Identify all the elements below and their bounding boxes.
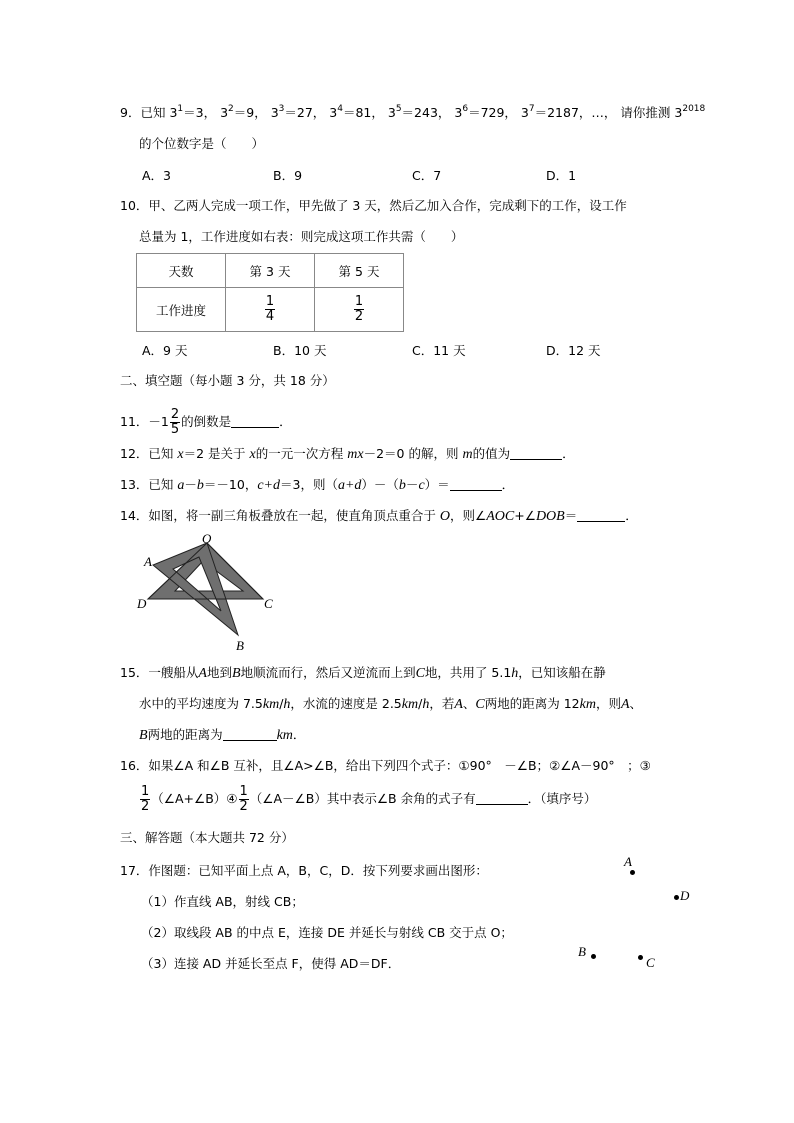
q10-option-c: C．11 天: [412, 343, 466, 358]
unit-km: km: [276, 728, 293, 743]
q15-line3: [139, 726, 305, 745]
q9-ask-exp: 2018: [682, 104, 706, 114]
q10-option-a: A．9 天: [142, 343, 188, 358]
fraction: $\frac{1}{2}$: [239, 784, 248, 814]
q9-option-b: B．9: [273, 168, 303, 183]
q9-option-d: D．1: [546, 168, 577, 183]
text: 如图，将一副三角板叠放在一起，使直角顶点重合于: [148, 508, 436, 523]
text: 已知: [148, 477, 174, 492]
question-number: 16．: [120, 758, 149, 773]
text: 已知: [148, 446, 174, 461]
text: （∠A－∠B）其中表示∠B 余角的式子有: [249, 791, 476, 806]
q17-line1: [120, 862, 488, 880]
text: 两地的距离为: [147, 727, 223, 742]
q10-line1: [120, 197, 627, 215]
table-header-day3: 第 3 天: [226, 254, 315, 288]
var-o: O: [439, 509, 451, 524]
q15-line2: [139, 695, 642, 714]
q10-option-b: B．10 天: [273, 343, 327, 358]
section-heading-fill-in: 二、填空题（每小题 3 分，共 18 分）: [120, 373, 335, 388]
text: （∠A+∠B）④: [151, 791, 238, 806]
q9-power-7: $3^7=2187$，…，: [520, 104, 617, 120]
table-row-label: 工作进度: [137, 288, 226, 332]
figure-label-o: O: [202, 531, 212, 546]
text: ，若: [429, 696, 455, 711]
answer-blank[interactable]: [577, 509, 625, 522]
text: ．（填序号）: [527, 791, 597, 806]
q17-step-3: （3）连接 AD 并延长至点 F，使得 AD＝DF．: [141, 956, 401, 971]
angle-dob: DOB: [535, 509, 565, 524]
answer-blank[interactable]: [450, 478, 502, 491]
var-b: B: [139, 728, 148, 743]
q10-line2: 总量为 1，工作进度如右表：则完成这项工作共需（ ）: [139, 229, 464, 244]
text: /: [418, 696, 423, 711]
point-label-c: C: [646, 955, 655, 970]
answer-blank[interactable]: [510, 447, 562, 460]
q16-text: 如果∠A 和∠B 互补，且∠A>∠B，给出下列四个式子：①90° －∠B；②∠A－90° ；③: [148, 758, 651, 773]
q12-line: [120, 445, 575, 464]
table-cell-day5: [315, 288, 404, 332]
q9-option-c: C．7: [412, 168, 442, 183]
text: 两地的距离为 12: [484, 696, 580, 711]
q15-end: ．: [292, 727, 306, 742]
q9-line1: [120, 104, 705, 122]
var-a: A: [454, 697, 463, 712]
q17-intro: 作图题：已知平面上点 A，B，C，D．按下列要求画出图形：: [148, 863, 488, 878]
angle-aoc: AOC: [486, 509, 515, 524]
question-number: 9．: [120, 105, 141, 120]
text: －2＝0 的解，则: [363, 446, 459, 461]
q9-line2: 的个位数字是（ ）: [139, 136, 265, 151]
q12-end: ．: [562, 446, 575, 461]
text: ，则∠: [450, 508, 487, 523]
text: 水中的平均速度为 7.5: [139, 696, 263, 711]
text: －: [405, 477, 419, 492]
q9-option-a: A．3: [142, 168, 172, 183]
text: ＝2 是关于: [183, 446, 246, 461]
fraction: $\frac{1}{4}$: [265, 294, 275, 324]
var-x: x: [177, 447, 184, 462]
unit-h: h: [283, 697, 291, 712]
text: －: [184, 477, 197, 492]
var-mx: mx: [347, 447, 364, 462]
q9-power-5: $3^5=243$，: [387, 104, 451, 120]
q11-suffix: 的倒数是: [181, 414, 232, 429]
section-heading-solve: 三、解答题（本大题共 72 分）: [120, 830, 294, 845]
q11-line: [120, 407, 292, 437]
point-label-b: B: [578, 944, 586, 959]
q17-step-2: （2）取线段 AB 的中点 E，连接 DE 并延长与射线 CB 交于点 O；: [141, 925, 513, 940]
question-number: 11．: [120, 414, 149, 429]
unit-km: km: [579, 697, 596, 712]
point-a: [630, 870, 635, 875]
var-c: C: [415, 666, 425, 681]
var-c: c: [418, 478, 425, 493]
point-b: [591, 954, 596, 959]
unit-h: h: [422, 697, 430, 712]
var-a: a: [177, 478, 185, 493]
var-a: A: [620, 697, 630, 712]
text: /: [279, 696, 284, 711]
q14-end: ．: [625, 508, 638, 523]
text: 、: [629, 696, 643, 711]
q16-line2: [139, 784, 596, 814]
triangle-rulers-figure: [135, 533, 305, 653]
var-c: C: [475, 697, 485, 712]
q9-power-2: $3^2=9$，: [220, 104, 267, 120]
text: +∠: [514, 508, 536, 523]
table-header-days: 天数: [137, 254, 226, 288]
q9-intro: 已知: [140, 105, 166, 120]
question-number: 10．: [120, 198, 149, 213]
text: 、: [462, 696, 476, 711]
figure-label-c: C: [264, 596, 273, 611]
text: 地，共用了 5.1: [424, 665, 512, 680]
var-x: x: [249, 447, 256, 462]
q9-ask: 请你推测 3: [620, 105, 683, 120]
point-label-d: D: [680, 888, 690, 903]
text: ，水流的速度是 2.5: [290, 696, 402, 711]
var-b: b: [398, 478, 406, 493]
text: ，则: [595, 696, 621, 711]
q9-power-4: $3^4=81$，: [329, 104, 384, 120]
figure-label-b: B: [236, 638, 244, 653]
table-cell-day3: [226, 288, 315, 332]
fraction: $\frac{1}{2}$: [354, 294, 364, 324]
var-h: h: [511, 666, 519, 681]
question-number: 15．: [120, 665, 149, 680]
question-number: 14．: [120, 508, 149, 523]
q17-step-1: （1）作直线 AB，射线 CB；: [141, 894, 304, 909]
text: 一艘船从: [148, 665, 199, 680]
point-c: [638, 955, 643, 960]
text: 地到: [206, 665, 232, 680]
text: 地顺流而行，然后又逆流而上到: [240, 665, 416, 680]
point-d: [674, 895, 679, 900]
progress-table: [136, 253, 404, 332]
answer-blank[interactable]: [223, 728, 277, 741]
var-a: A: [198, 666, 207, 681]
answer-blank[interactable]: [476, 792, 528, 805]
fraction: $\frac{1}{2}$: [141, 784, 150, 814]
q9-power-1: $3^1=3$，: [169, 104, 217, 120]
point-label-a: A: [624, 854, 632, 869]
q13-end: ．: [501, 477, 515, 492]
fraction: $\frac{2}{5}$: [170, 407, 180, 437]
text: ，已知该船在静: [518, 665, 606, 680]
question-number: 13．: [120, 477, 149, 492]
text: ＝－10，: [203, 477, 258, 492]
var-ad: a+d: [337, 478, 362, 493]
question-number: 17．: [120, 863, 149, 878]
q11-end: ．: [279, 414, 292, 429]
q9-power-3: $3^3=27$，: [270, 104, 326, 120]
unit-km: km: [262, 697, 280, 712]
var-b: b: [196, 478, 204, 493]
q11-prefix: －1: [148, 414, 169, 429]
unit-km: km: [401, 697, 419, 712]
text: 的值为: [472, 446, 511, 461]
text: ＝: [564, 508, 578, 523]
q10-option-d: D．12 天: [546, 343, 601, 358]
text: ＝3，则（: [280, 477, 338, 492]
text: ）＝: [424, 477, 450, 492]
var-b: B: [232, 666, 241, 681]
question-number: 12．: [120, 446, 149, 461]
q14-line: [120, 507, 638, 526]
q13-line: [120, 476, 514, 495]
q9-power-6: $3^6=729$，: [454, 104, 517, 120]
text: 的一元一次方程: [255, 446, 344, 461]
figure-label-d: D: [137, 596, 147, 611]
answer-blank[interactable]: [231, 415, 279, 428]
q10-text: 甲、乙两人完成一项工作，甲先做了 3 天，然后乙加入合作，完成剩下的工作，设工作: [148, 198, 627, 213]
q15-line1: [120, 664, 606, 683]
q16-line1: [120, 757, 651, 775]
figure-label-a: A: [144, 554, 152, 569]
text: ）－（: [361, 477, 399, 492]
var-m: m: [462, 447, 473, 462]
table-header-day5: 第 5 天: [315, 254, 404, 288]
var-cd: c+d: [257, 478, 280, 493]
